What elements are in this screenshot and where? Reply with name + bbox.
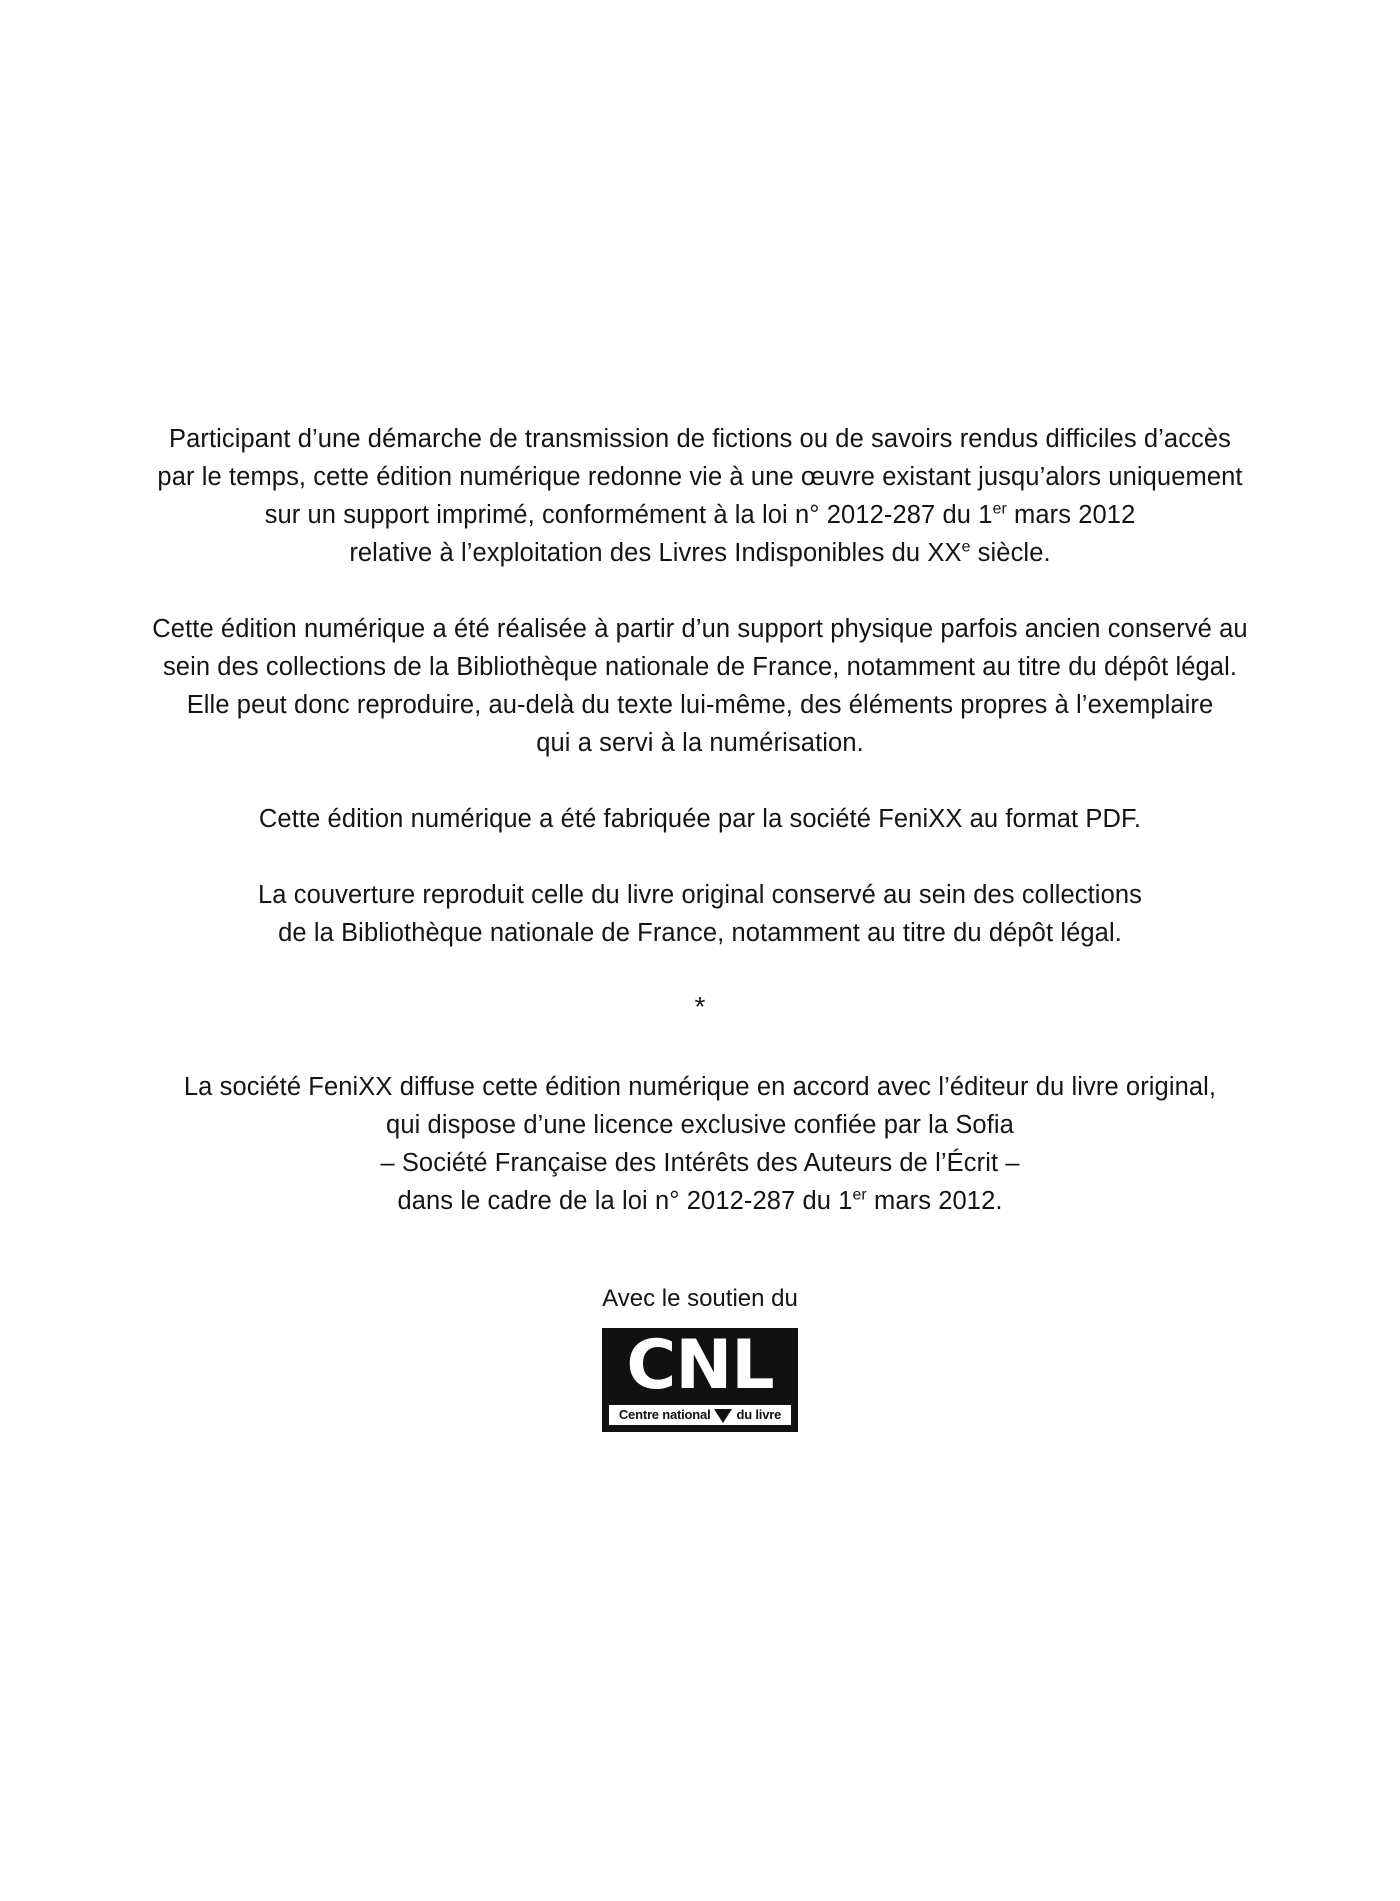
cnl-tagline-right: du livre	[736, 1407, 782, 1422]
section-separator-asterisk: *	[694, 991, 706, 1022]
paragraph-line: par le temps, cette édition numérique redonne vie à une œuvre existant jusqu’alors uniquement	[157, 463, 1243, 491]
paragraph-line: Cette édition numérique a été fabriquée par la société FeniXX au format PDF.	[258, 805, 1142, 833]
paragraph-line-part: sur un support imprimé, conformément à la loi n° 2012-287 du 1	[264, 501, 993, 529]
paragraph-line: de la Bibliothèque nationale de France, notamment au titre du dépôt légal.	[278, 919, 1122, 947]
paragraph-line-part: mars 2012	[1006, 501, 1136, 529]
cnl-logo-tagline	[609, 1405, 791, 1425]
paragraph-line: sein des collections de la Bibliothèque nationale de France, notamment au titre du dépôt légal.	[162, 653, 1238, 681]
ordinal-suffix: er	[852, 1186, 867, 1204]
support-label: Avec le soutien du	[602, 1285, 798, 1312]
cnl-tagline-left: Centre national	[618, 1407, 711, 1422]
paragraph-couverture	[130, 876, 1270, 952]
paragraph-line	[265, 501, 1136, 529]
paragraph-line-part: dans le cadre de la loi n° 2012-287 du 1	[397, 1187, 853, 1215]
legal-notice-content	[130, 420, 1270, 1432]
paragraph-line-part: relative à l’exploitation des Livres Indisponibles du XX	[349, 539, 962, 567]
paragraph-line: – Société Française des Intérêts des Auteurs de l’Écrit –	[380, 1149, 1020, 1177]
paragraph-transmission	[130, 420, 1270, 572]
paragraph-line: qui dispose d’une licence exclusive confiée par la Sofia	[386, 1111, 1014, 1139]
support-block	[130, 1284, 1270, 1432]
cnl-logo-letters: CNL	[626, 1326, 774, 1405]
paragraph-line-part: mars 2012.	[866, 1187, 1003, 1215]
paragraph-line: Elle peut donc reproduire, au-delà du texte lui-même, des éléments propres à l’exemplaire	[186, 691, 1214, 719]
paragraph-source-physique	[130, 610, 1270, 762]
paragraph-fabrication-pdf	[130, 800, 1270, 838]
paragraph-line	[349, 539, 1050, 567]
paragraph-line: qui a servi à la numérisation.	[536, 729, 864, 757]
ordinal-suffix: e	[961, 538, 971, 556]
paragraph-line: La société FeniXX diffuse cette édition numérique en accord avec l’éditeur du livre original,	[183, 1073, 1217, 1101]
triangle-icon	[714, 1409, 732, 1423]
ordinal-suffix: er	[992, 500, 1007, 518]
cnl-logo	[602, 1328, 798, 1432]
paragraph-line-part: siècle.	[970, 539, 1051, 567]
paragraph-line: Participant d’une démarche de transmission de fictions ou de savoirs rendus difficiles d’accès	[168, 425, 1232, 453]
paragraph-line: Cette édition numérique a été réalisée à partir d’un support physique parfois ancien conservé au	[152, 615, 1248, 643]
paragraph-diffusion-sofia	[130, 1068, 1270, 1220]
paragraph-line	[397, 1187, 1002, 1215]
paragraph-line: La couverture reproduit celle du livre original conservé au sein des collections	[258, 881, 1142, 909]
